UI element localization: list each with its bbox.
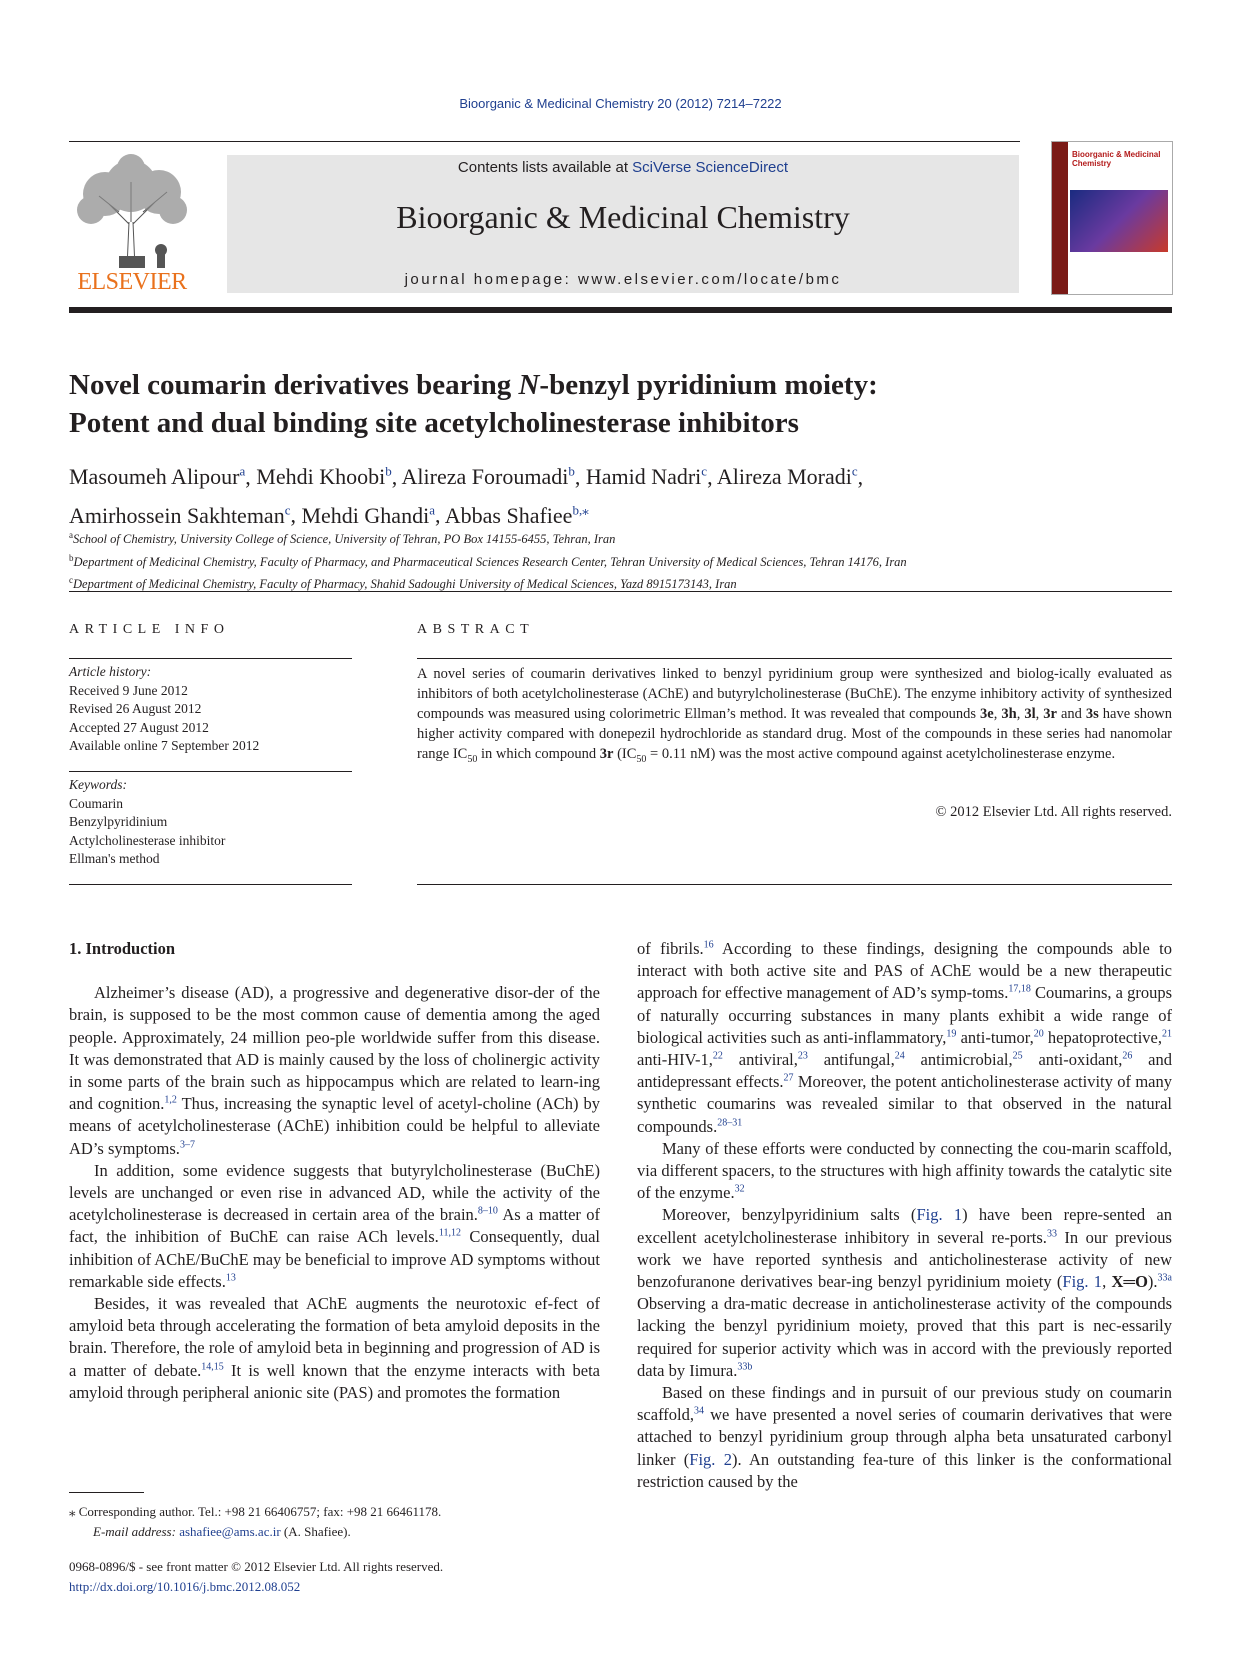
- body-column-right: [637, 938, 1172, 1493]
- author[interactable]: Abbas Shafiee$^{b,⁎}$: [444, 502, 589, 528]
- contents-line: Contents lists available at SciVerse ScienceDirect: [457, 159, 789, 176]
- author[interactable]: Hamid Nadri$^c$: [585, 464, 708, 490]
- abstract-copyright: © 2012 Elsevier Ltd. All rights reserved.: [935, 804, 1172, 820]
- reference-link[interactable]: 17,18: [1008, 983, 1031, 995]
- paragraph: Alzheimer’s disease (AD), a progressive and degenerative disor-der of the brain, is supposed to be the most common cause of dementia among the aged people. Approximately, 24 million peo-ple worldwide suffer from this disease. It was demonstrated that AD is mainly caused by the loss of cholinergic activity in some parts of the brain such as hippocampus which are related to learn-ing and cognition.$^{1,2}$ Thus, increasing the synaptic level of acetyl-choline (ACh) by means of acetylcholinesterase (AChE) inhibition could be helpful to alleviate AD’s symptoms.$^{3-7}$: [69, 983, 600, 1158]
- reference-link[interactable]: 14,15: [201, 1361, 224, 1373]
- figure-link[interactable]: Fig. 1: [916, 1205, 963, 1225]
- author[interactable]: Alireza Foroumadi$^b$: [401, 464, 575, 490]
- journal-citation[interactable]: Bioorganic & Medicinal Chemistry 20 (2012) 7214–7222: [459, 96, 782, 111]
- front-matter: 0968-0896/$ - see front matter © 2012 Elsevier Ltd. All rights reserved. http://dx.doi.org/10.1016/j.bmc.2012.08.052: [69, 1559, 444, 1594]
- reference-link[interactable]: 20: [1033, 1028, 1044, 1040]
- sciencedirect-link[interactable]: SciVerse ScienceDirect: [632, 159, 789, 176]
- reference-link[interactable]: 8–10: [477, 1205, 498, 1217]
- paragraph: Many of these efforts were conducted by connecting the cou-marin scaffold, via different spacers, to the structures with high affinity towards the catalytic site of the enzyme.$^{32}$: [637, 1138, 1172, 1203]
- journal-masthead: [227, 155, 1019, 293]
- author-list: Masoumeh Alipour$^a$, Mehdi Khoobi$^b$, Alireza Foroumadi$^b$, Hamid Nadri$^c$, Alireza Moradi$^c$, Amirhossein Sakhteman$^c$, Mehdi Ghandi$^a$, Abbas Shafiee$^{b,⁎}$: [69, 464, 864, 528]
- footnote-rule: [69, 1492, 144, 1493]
- reference-link[interactable]: 23: [797, 1050, 808, 1062]
- author[interactable]: Mehdi Khoobi$^b$: [256, 464, 392, 490]
- affiliations: [69, 526, 1169, 594]
- publisher-name: ELSEVIER: [77, 269, 187, 295]
- reference-link[interactable]: 16: [703, 939, 714, 951]
- keywords: Keywords: Coumarin Benzylpyridinium Actylcholinesterase inhibitor Ellman's method: [69, 776, 352, 869]
- divider: [417, 884, 1172, 885]
- reference-link[interactable]: 1,2: [164, 1094, 177, 1106]
- corresponding-author-note: ⁎ Corresponding author. Tel.: +98 21 66406757; fax: +98 21 66461178. E-mail address: ashafiee@ams.ac.ir (A. Shafiee).: [69, 1504, 442, 1539]
- figure-link[interactable]: Fig. 1: [1062, 1272, 1103, 1292]
- reference-link[interactable]: 32: [734, 1183, 745, 1195]
- section-heading: 1. Introduction: [69, 939, 176, 958]
- reference-link[interactable]: 22: [712, 1050, 723, 1062]
- keyword: Benzylpyridinium: [69, 814, 168, 829]
- reference-link[interactable]: 28–31: [717, 1117, 743, 1129]
- paragraph: Besides, it was revealed that AChE augments the neurotoxic ef-fect of amyloid beta through accelerating the formation of beta amyloid deposits in the brain. Therefore, the role of amyloid beta in beginning and progression of AD is a matter of debate.$^{14,15}$ It is well known that the enzyme interacts with beta amyloid through peripheral anionic site (PAS) and promotes the formation: [69, 1294, 600, 1402]
- divider: [69, 771, 352, 772]
- affiliation: $^c$Department of Medicinal Chemistry, Faculty of Pharmacy, Shahid Sadoughi University of Medical Sciences, Yazd 8915173143, Iran: [69, 575, 737, 592]
- header-thick-rule: [69, 307, 1172, 313]
- divider: [69, 658, 352, 659]
- journal-cover[interactable]: [1051, 141, 1173, 295]
- article-history: Article history: Received 9 June 2012 Revised 26 August 2012 Accepted 27 August 2012 Available online 7 September 2012: [69, 664, 260, 753]
- doi-link[interactable]: http://dx.doi.org/10.1016/j.bmc.2012.08.052: [69, 1579, 301, 1594]
- reference-link[interactable]: 26: [1122, 1050, 1133, 1062]
- article-title: Novel coumarin derivatives bearing N-benzyl pyridinium moiety: Potent and dual binding site acetylcholinesterase inhibitors: [69, 369, 878, 439]
- paragraph: Moreover, benzylpyridinium salts (Fig. 1) have been repre-sented an excellent acetylcholinesterase inhibitory in several re-ports.$^{33}$ In our previous work we have reported synthesis and anticholinesterase activity of new benzofuranone derivatives bear-ing benzyl pyridinium moiety (Fig. 1, X═O).$^{33a}$ Observing a dra-matic decrease in anticholinesterase activity of the compounds lacking the benzyl pyridinium moiety, proved that this part is nec-essarily required for superior activity which was in accord with the previously reported data by Iimura.$^{33b}$: [637, 1205, 1172, 1380]
- reference-link[interactable]: 21: [1162, 1028, 1172, 1040]
- article-info-heading: ARTICLE INFO: [69, 622, 230, 637]
- journal-name: Bioorganic & Medicinal Chemistry: [396, 199, 850, 235]
- cover-title: Bioorganic & Medicinal Chemistry: [1072, 150, 1161, 168]
- keyword: Actylcholinesterase inhibitor: [69, 832, 226, 848]
- affiliation: $^b$Department of Medicinal Chemistry, Faculty of Pharmacy, and Pharmaceutical Sciences Research Center, Tehran University of Medical Sciences, Tehran 14176, Iran: [69, 552, 907, 569]
- abstract-text: A novel series of coumarin derivatives linked to benzyl pyridinium group were synthesized and biolog-ically evaluated as inhibitors of both acetylcholinesterase (AChE) and butyrylcholinesterase (BuChE). The enzyme inhibitory activity of synthesized compounds was measured using colorimetric Ellman’s method. It was revealed that compounds 3e, 3h, 3l, 3r and 3s have shown higher activity compared with donepezil hydrochloride as standard drug. Most of the compounds in these series had nanomolar range $IC_{50}$ in which compound 3r ($IC_{50} = 0.11$ nM) was the most active compound against acetylcholinesterase enzyme.: [417, 666, 1173, 765]
- reference-link[interactable]: 33: [1046, 1228, 1057, 1240]
- reference-link[interactable]: 3–7: [179, 1139, 195, 1151]
- reference-link[interactable]: 33a: [1157, 1272, 1172, 1284]
- reference-link[interactable]: 19: [946, 1028, 957, 1040]
- paragraph: In addition, some evidence suggests that butyrylcholinesterase (BuChE) levels are unchanged or even rise in advanced AD, while the activity of the acetylcholinesterase is decreased in certain area of the brain.$^{8-10}$ As a matter of fact, the inhibition of BuChE can raise ACh levels.$^{11,12}$ Consequently, dual inhibition of AChE/BuChE may be beneficial to improve AD symptoms without remarkable side effects.$^{13}$: [69, 1160, 600, 1291]
- reference-link[interactable]: 25: [1012, 1050, 1023, 1062]
- reference-link[interactable]: 34: [693, 1405, 704, 1417]
- author[interactable]: Mehdi Ghandi$^a$: [301, 502, 435, 528]
- elsevier-logo: [69, 152, 195, 296]
- affiliation: $^a$School of Chemistry, University College of Science, University of Tehran, PO Box 14155-6455, Tehran, Iran: [69, 530, 616, 547]
- reference-link[interactable]: 11,12: [438, 1227, 461, 1239]
- reference-link[interactable]: 24: [894, 1050, 905, 1062]
- section-rule: [69, 591, 1172, 592]
- divider: [69, 884, 352, 885]
- keyword: Coumarin: [69, 795, 123, 811]
- keyword: Ellman's method: [69, 851, 160, 866]
- email-link[interactable]: ashafiee@ams.ac.ir: [179, 1524, 281, 1539]
- reference-link[interactable]: 27: [783, 1072, 794, 1084]
- author[interactable]: Alireza Moradi$^c$: [716, 464, 858, 490]
- cover-band: [1052, 142, 1068, 294]
- abstract-heading: ABSTRACT: [417, 622, 535, 637]
- paragraph: of fibrils.$^{16}$ According to these findings, designing the compounds able to interact with both active site and PAS of AChE would be a new therapeutic approach for effective management of AD’s symp-toms.$^{17,18}$ Coumarins, a groups of naturally occurring substances in many plants exhibit a wide range of biological activities such as anti-inflammatory,$^{19}$ anti-tumor,$^{20}$ hepatoprotective,$^{21}$ anti-HIV-1,22 antiviral,$^{23}$ antifungal,$^{24}$ antimicrobial,$^{25}$ anti-oxidant,$^{26}$ and antidepressant effects.$^{27}$ Moreover, the potent anticholinesterase activity of many synthetic coumarins was revealed similar to that observed in the natural compounds.$^{28-31}$: [637, 939, 1172, 1136]
- tree-icon: [69, 152, 195, 270]
- figure-link[interactable]: Fig. 2: [689, 1449, 732, 1469]
- reference-link[interactable]: 33b: [737, 1361, 753, 1373]
- reference-link[interactable]: 13: [225, 1272, 236, 1284]
- author[interactable]: Amirhossein Sakhteman$^c$: [69, 502, 291, 528]
- header-rule: [69, 141, 1020, 142]
- paragraph: Based on these findings and in pursuit of our previous study on coumarin scaffold,$^{34}$ we have presented a novel series of coumarin derivatives that were attached to benzyl pyridinium group through alpha beta unsaturated carbonyl linker (Fig. 2). An outstanding fea-ture of this linker is the conformational restriction caused by the: [637, 1383, 1172, 1491]
- journal-homepage[interactable]: journal homepage: www.elsevier.com/locate/bmc: [404, 271, 842, 288]
- divider: [417, 658, 1172, 659]
- author[interactable]: Masoumeh Alipour$^a$: [69, 464, 246, 490]
- body-column-left: [69, 938, 600, 1404]
- cover-image: [1070, 190, 1168, 252]
